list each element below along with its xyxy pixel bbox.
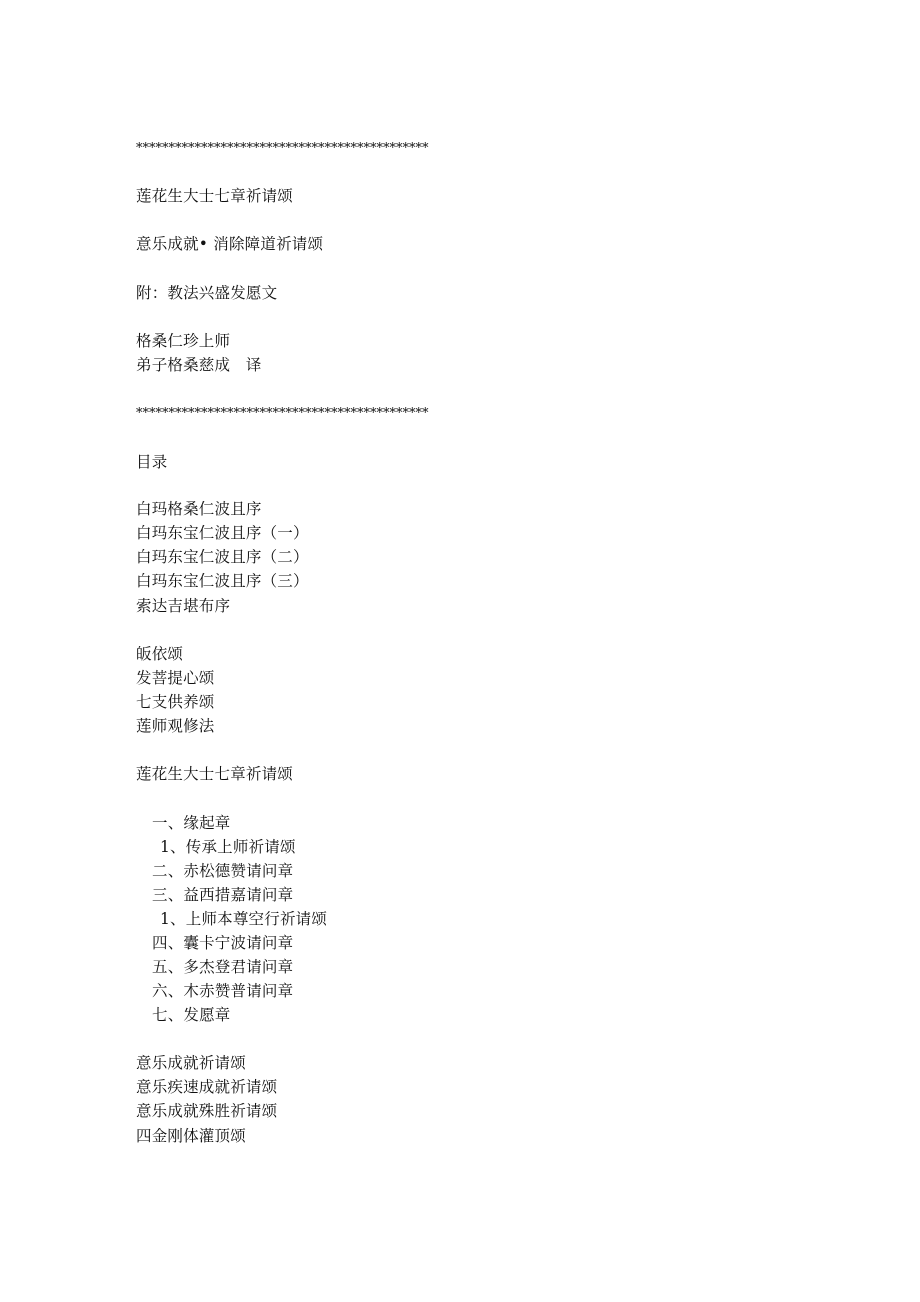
toc-supplement-item: 意乐成就殊胜祈请颂	[136, 1102, 278, 1120]
separator-top: *********************************************	[136, 141, 429, 156]
toc-chapter-item: 四、囊卡宁波请问章	[152, 934, 294, 952]
toc-preface-item: 索达吉堪布序	[136, 597, 231, 615]
toc-preface-item: 白玛东宝仁波且序（一）	[136, 524, 309, 542]
toc-preliminary-item: 发菩提心颂	[136, 669, 215, 687]
toc-chapter-item: 五、多杰登君请问章	[152, 958, 294, 976]
toc-chapter-item: 三、益西措嘉请问章	[152, 886, 294, 904]
author-line: 格桑仁珍上师	[136, 332, 231, 350]
toc-preliminary-item: 七支供养颂	[136, 693, 215, 711]
toc-main-title: 莲花生大士七章祈请颂	[136, 765, 294, 783]
toc-supplement-item: 四金刚体灌顶颂	[136, 1127, 246, 1145]
toc-subchapter-item: 1、传承上师祈请颂	[160, 838, 296, 856]
separator-bottom: *********************************************	[136, 406, 429, 421]
toc-subchapter-item: 1、上师本尊空行祈请颂	[160, 910, 328, 928]
toc-preliminary-item: 莲师观修法	[136, 717, 215, 735]
toc-preface-item: 白玛东宝仁波且序（三）	[136, 572, 309, 590]
appendix-title: 附：教法兴盛发愿文	[136, 284, 278, 302]
toc-chapter-item: 二、赤松德赞请问章	[152, 862, 294, 880]
document-title: 莲花生大士七章祈请颂	[136, 187, 294, 205]
toc-supplement-item: 意乐疾速成就祈请颂	[136, 1078, 278, 1096]
translator-line: 弟子格桑慈成 译	[136, 356, 262, 374]
toc-chapter-item: 七、发愿章	[152, 1006, 231, 1024]
toc-preface-item: 白玛格桑仁波且序	[136, 500, 262, 518]
toc-supplement-item: 意乐成就祈请颂	[136, 1054, 246, 1072]
toc-chapter-item: 一、缘起章	[152, 814, 231, 832]
toc-chapter-item: 六、木赤赞普请问章	[152, 982, 294, 1000]
toc-preface-item: 白玛东宝仁波且序（二）	[136, 548, 309, 566]
toc-heading: 目录	[136, 453, 168, 471]
toc-preliminary-item: 皈依颂	[136, 645, 184, 663]
document-subtitle: 意乐成就• 消除障道祈请颂	[136, 235, 324, 253]
